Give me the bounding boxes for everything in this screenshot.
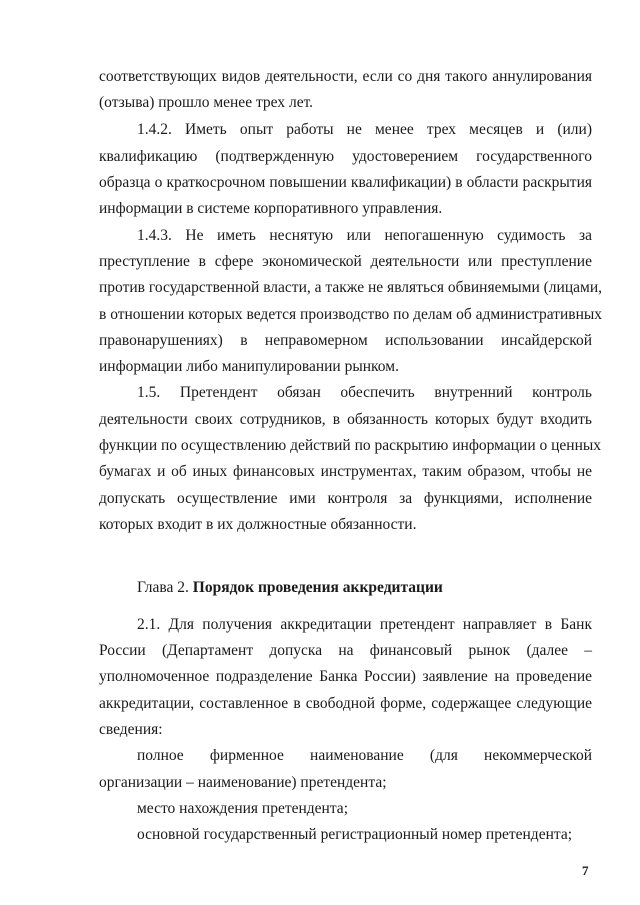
text-line: уполномоченное подразделение Банка России) заявление на проведение xyxy=(99,668,592,685)
text-line: деятельности своих сотрудников, в обязанность которых будут входить xyxy=(99,411,592,428)
text-line: 1.5. Претендент обязан обеспечить внутренний контроль xyxy=(137,384,592,401)
text-line: аккредитации, составленное в свободной форме, содержащее следующие xyxy=(99,695,592,712)
text-line: информации в системе корпоративного управления. xyxy=(99,200,443,217)
text-line: 1.4.3. Не иметь неснятую или непогашенную судимость за xyxy=(137,227,592,244)
chapter-prefix: Глава 2. xyxy=(137,579,193,596)
text-line: функции по осуществлению действий по раскрытию информации о ценных xyxy=(99,437,602,454)
text-line: которых входит в их должностные обязанности. xyxy=(99,516,417,533)
text-line: соответствующих видов деятельности, если со дня такого аннулирования xyxy=(99,68,592,85)
text-line: преступление в сфере экономической деятельности или преступление xyxy=(99,253,592,270)
text-line: сведения: xyxy=(99,721,163,738)
chapter-heading xyxy=(137,577,592,599)
text-line: правонарушениях) в неправомерном использовании инсайдерской xyxy=(99,332,592,349)
text-line: образца о краткосрочном повышении квалификации) в области раскрытия xyxy=(99,174,592,191)
text-line: полное фирменное наименование (для некоммерческой xyxy=(137,747,592,764)
text-line: 1.4.2. Иметь опыт работы не менее трех месяцев и (или) xyxy=(137,121,592,138)
text-line: (отзыва) прошло менее трех лет. xyxy=(99,94,314,111)
page-number: 7 xyxy=(582,863,589,878)
text-line: против государственной власти, а также не являться обвиняемыми (лицами, xyxy=(99,279,602,296)
text-line: допускать осуществление ими контроля за функциями, исполнение xyxy=(99,490,592,507)
text-line: квалификацию (подтвержденную удостоверением государственного xyxy=(99,148,592,165)
text-line: бумагах и об иных финансовых инструментах, таким образом, чтобы не xyxy=(99,463,592,480)
chapter-title: Порядок проведения аккредитации xyxy=(192,579,443,596)
text-line: 2.1. Для получения аккредитации претендент направляет в Банк xyxy=(137,616,592,633)
text-line: основной государственный регистрационный номер претендента; xyxy=(137,826,573,843)
text-line: организации – наименование) претендента; xyxy=(99,774,387,791)
text-line: России (Департамент допуска на финансовый рынок (далее – xyxy=(99,642,592,659)
text-line: информации либо манипулировании рынком. xyxy=(99,358,399,375)
text-line: место нахождения претендента; xyxy=(137,800,348,817)
text-line: в отношении которых ведется производство по делам об административных xyxy=(99,306,603,323)
